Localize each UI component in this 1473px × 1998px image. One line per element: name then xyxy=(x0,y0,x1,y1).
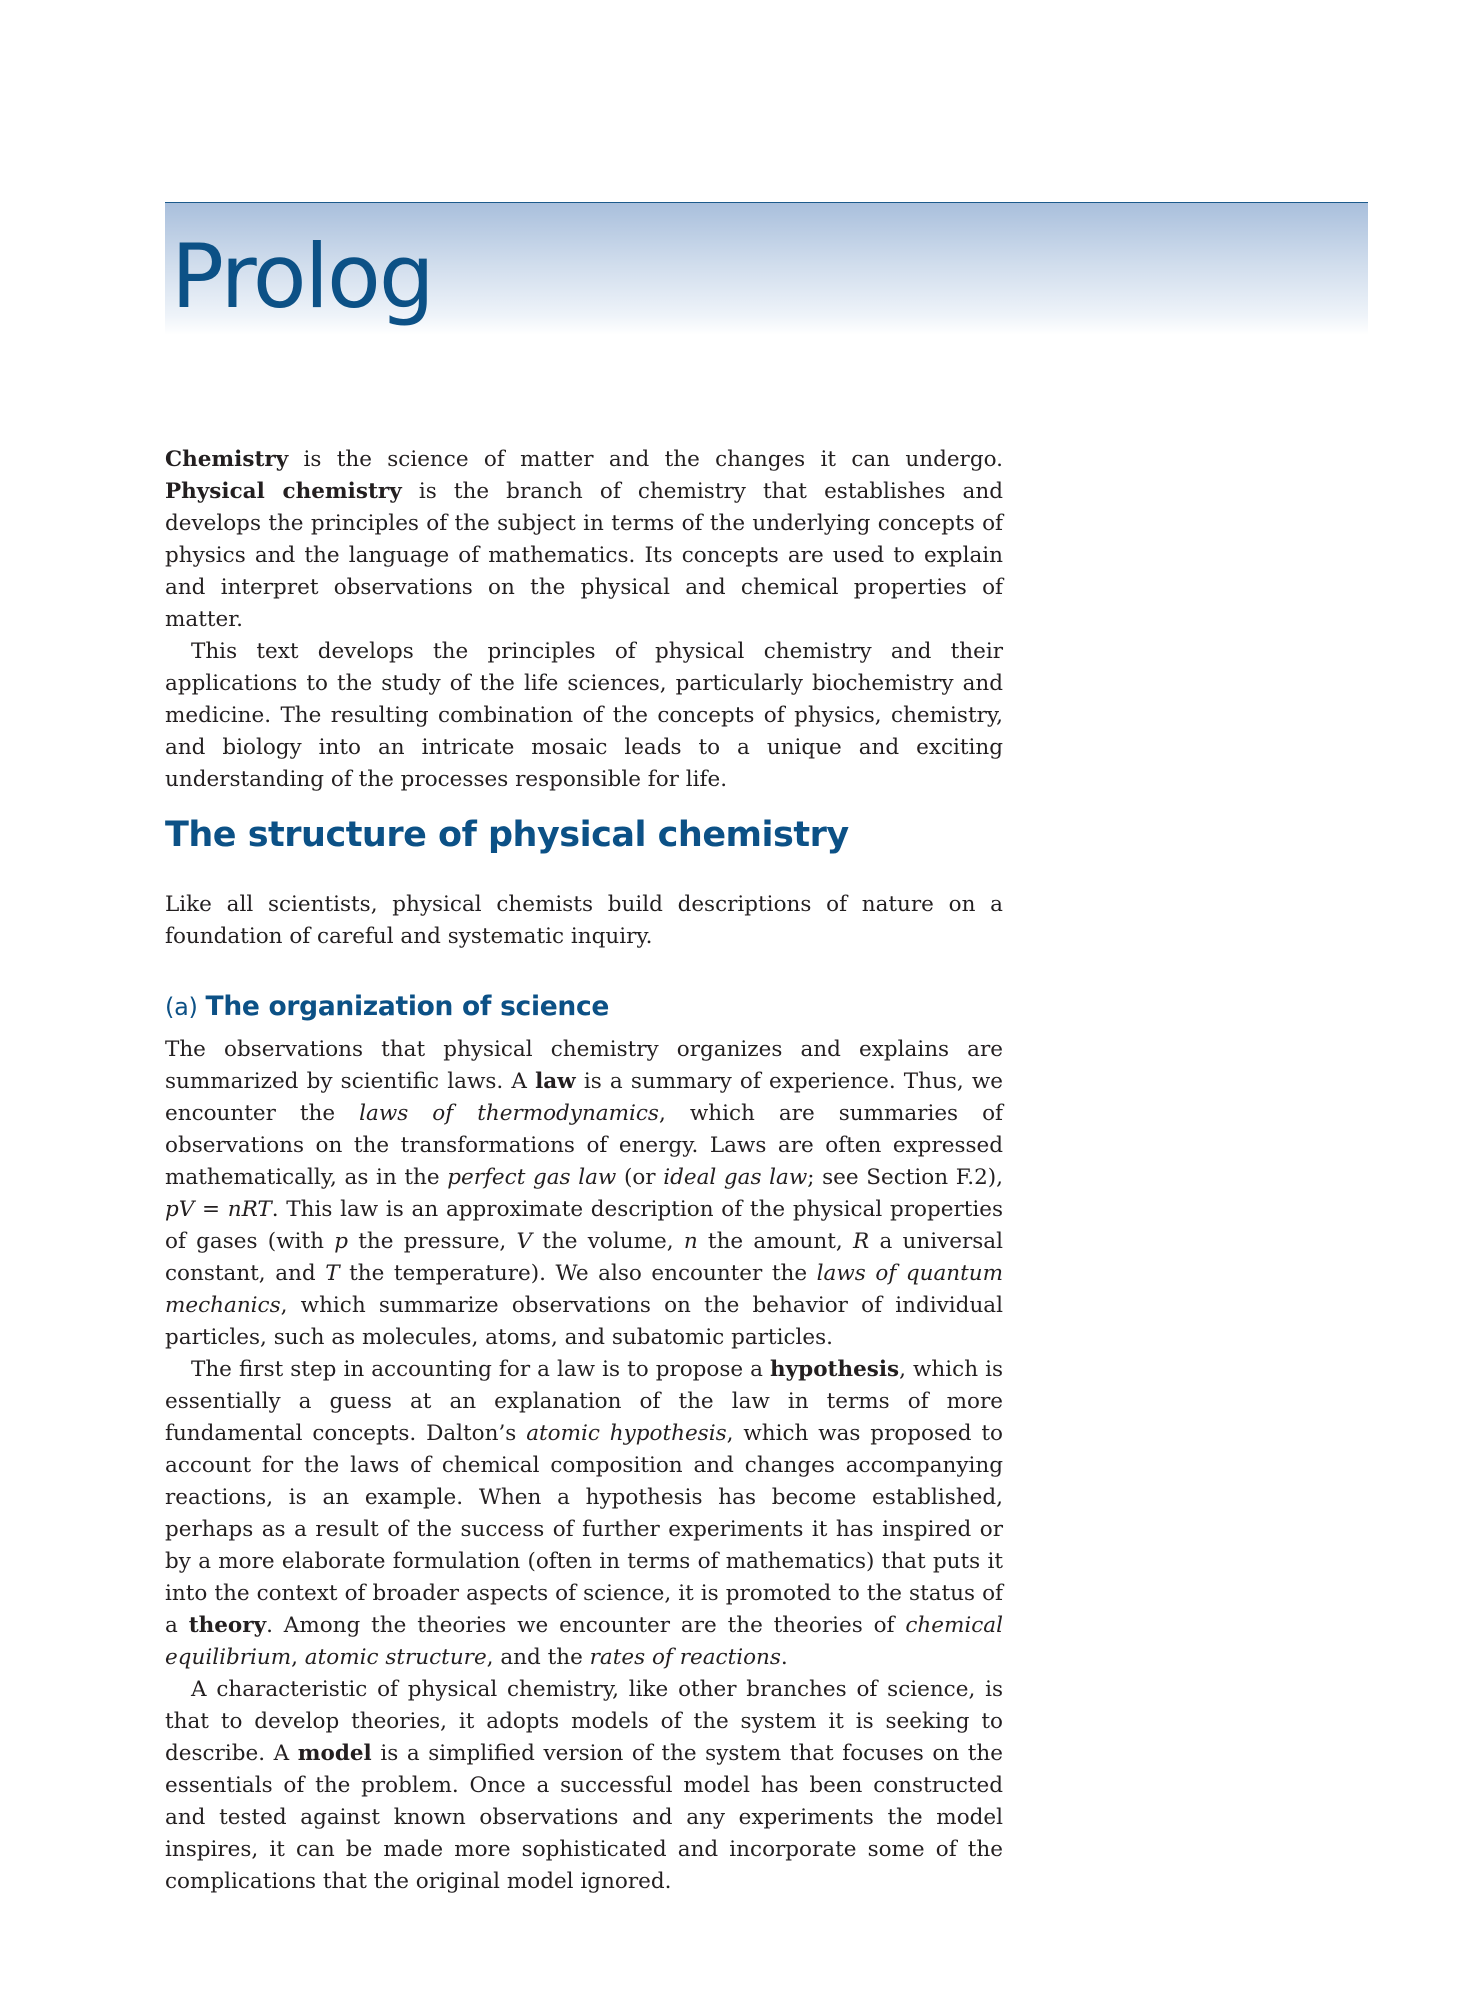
paragraph: This text develops the principles of physical chemistry and their applications to the study of the life sciences, particularly biochemistry and medicine. The resulting combination of the concepts of physics, chemistry, and biology into an intricate mosaic leads to a unique and exciting understanding of the processes responsible for life. xyxy=(165,639,1003,792)
italic-term: pV xyxy=(165,1197,195,1222)
bold-term: hypothesis xyxy=(770,1357,900,1382)
subsection-text xyxy=(165,1034,1003,1898)
italic-term: atomic structure xyxy=(304,1645,487,1670)
bold-term: Chemistry xyxy=(165,447,289,472)
italic-term: R xyxy=(853,1229,870,1254)
italic-term: atomic hypothesis xyxy=(526,1421,727,1446)
italic-term: n xyxy=(683,1229,698,1254)
italic-term: V xyxy=(516,1229,533,1254)
subsection-label: (a) xyxy=(165,993,198,1021)
paragraph: The observations that physical chemistry organizes and explains are summarized by scientific laws. A law is a summary of experience. Thus, we encounter the laws of thermodynamics, which are summaries of observations on the transformations of energy. Laws are often expressed mathematically, as in the perfect gas law (or ideal gas law; see Section F.2), pV = nRT. This law is an approximate description of the physical properties of gases (with p the pressure, V the volume, n the amount, R a universal constant, and T the temperature). We also encounter the laws of quantum mechanics, which summarize observations on the behavior of individual particles, such as molecules, atoms, and subatomic particles. xyxy=(165,1037,1004,1350)
italic-term: laws of quantum mechanics xyxy=(165,1261,1003,1318)
paragraph: The first step in accounting for a law is to propose a hypothesis, which is essentially a guess at an explanation of the law in terms of more fundamental concepts. Dalton’s atomic hypothesis, which was proposed to account for the laws of chemical composition and changes accompanying reactions, is an example. When a hypothesis has become established, perhaps as a result of the success of further experiments it has inspired or by a more elaborate formulation (often in terms of mathematics) that puts it into the context of broader aspects of science, it is promoted to the status of a theory. Among the theories we encounter are the theories of chemical equilibrium, atomic structure, and the rates of reactions. xyxy=(165,1357,1003,1670)
italic-term: T xyxy=(325,1261,340,1286)
paragraph: Chemistry is the science of matter and the changes it can undergo. Physical chemistry is the branch of chemistry that establishes and develops the principles of the subject in terms of the underlying concepts of physics and the language of mathematics. Its concepts are used to explain and interpret observations on the physical and chemical properties of matter. xyxy=(165,447,1003,632)
italic-term: rates of reactions xyxy=(589,1645,781,1670)
bold-term: model xyxy=(297,1741,372,1766)
bold-term: Physical chemistry xyxy=(165,479,402,504)
italic-term: perfect gas law xyxy=(447,1165,617,1190)
italic-term: ideal gas law xyxy=(663,1165,808,1190)
bold-term: theory xyxy=(188,1613,267,1638)
italic-term: chemical equilibrium xyxy=(165,1613,1003,1670)
chapter-banner xyxy=(165,202,1368,335)
subsection-heading xyxy=(165,991,609,1023)
intro-text xyxy=(165,444,1003,796)
italic-term: nRT xyxy=(227,1197,272,1222)
subsection-title: The organization of science xyxy=(205,991,610,1022)
section-heading: The structure of physical chemistry xyxy=(165,815,849,855)
chapter-title: Prolog xyxy=(171,225,433,328)
paragraph: A characteristic of physical chemistry, like other branches of science, is that to develop theories, it adopts models of the system it is seeking to describe. A model is a simplified version of the system that focuses on the essentials of the problem. Once a successful model has been constructed and tested against known observations and any experiments the model inspires, it can be made more sophisticated and incorporate some of the complications that the original model ignored. xyxy=(165,1677,1004,1894)
paragraph: Like all scientists, physical chemists build descriptions of nature on a foundation of careful and systematic inquiry. xyxy=(165,892,1003,949)
bold-term: law xyxy=(535,1069,576,1094)
italic-term: p xyxy=(334,1229,348,1254)
italic-term: laws of thermodynamics xyxy=(359,1101,659,1126)
section-text xyxy=(165,889,1003,953)
